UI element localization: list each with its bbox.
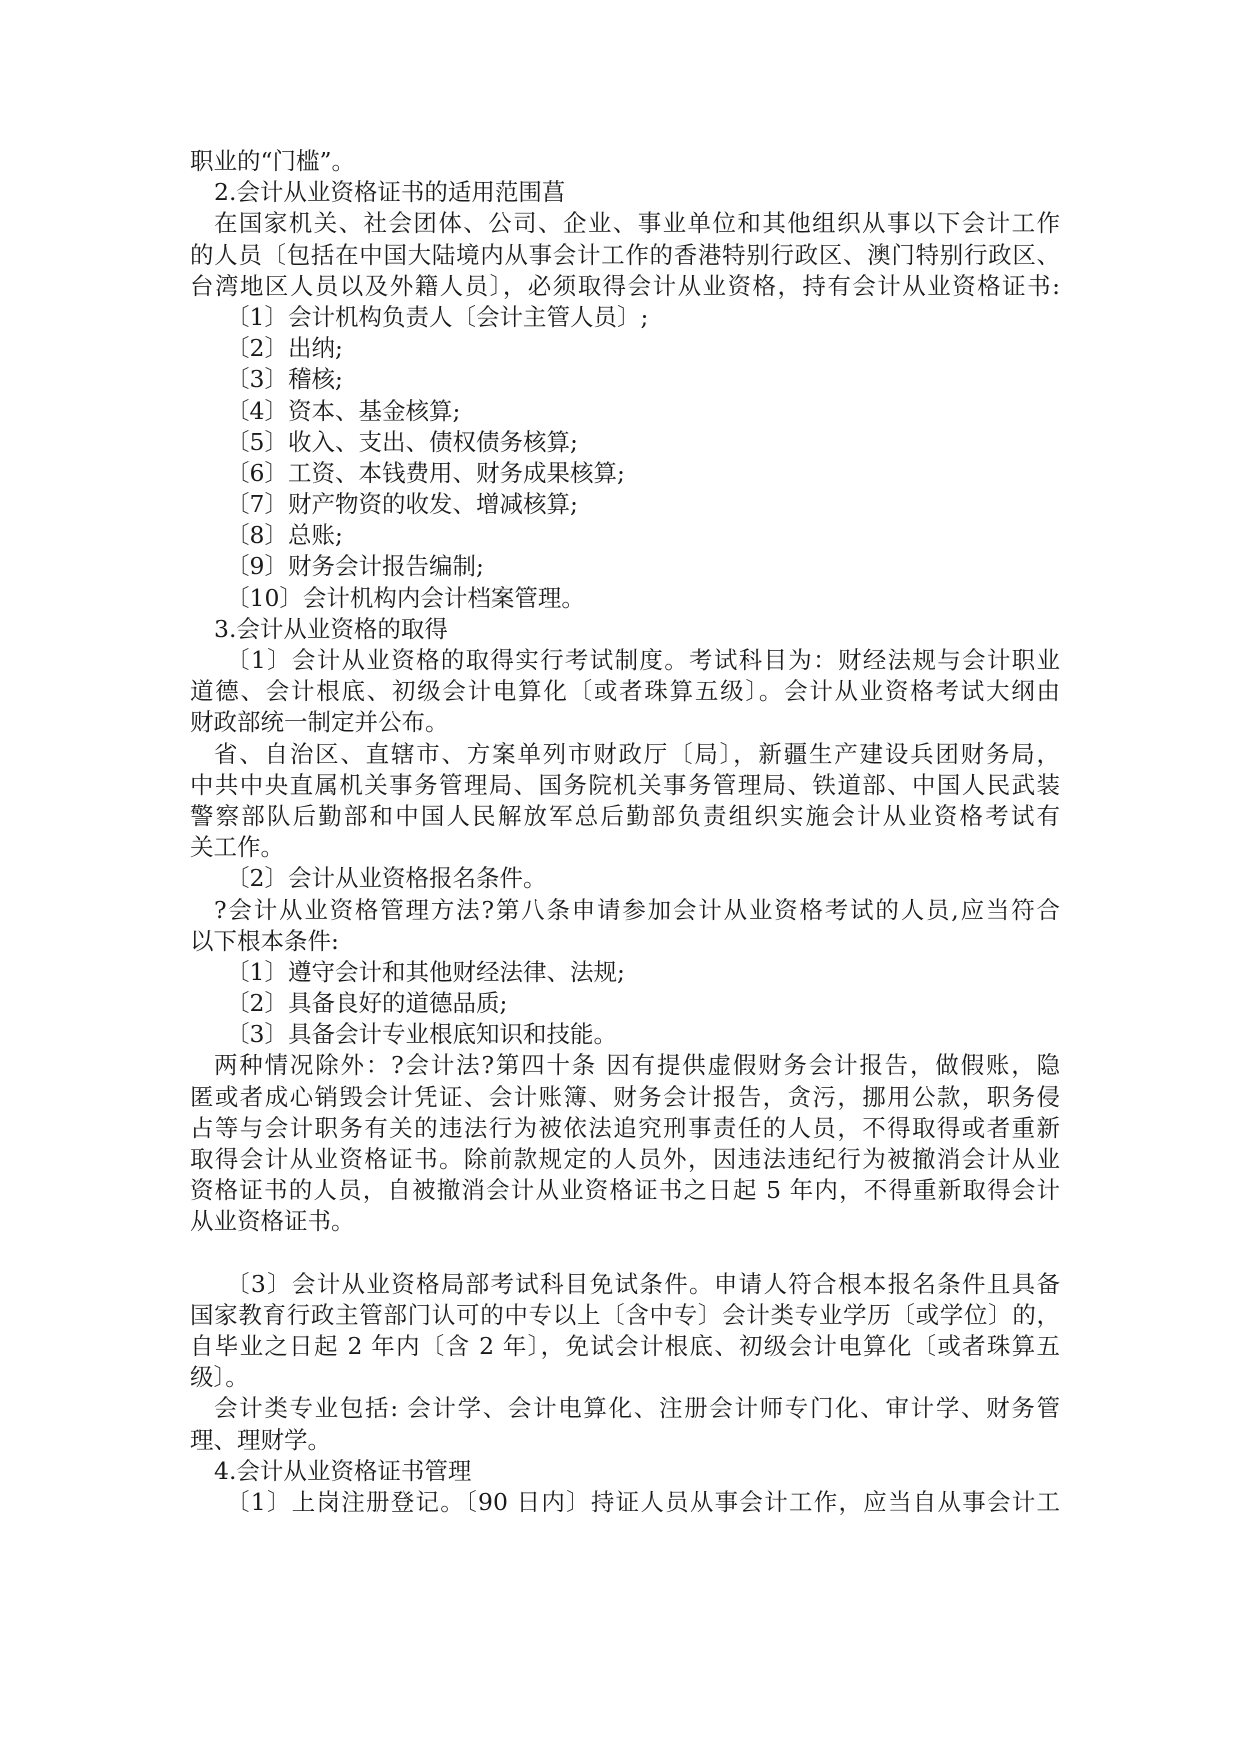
text-line: 的人员〔包括在中国大陆境内从事会计工作的香港特别行政区、澳门特别行政区、 <box>190 240 1060 269</box>
text-line: 以下根本条件: <box>190 926 339 955</box>
text-line: 〔9〕财务会计报告编制; <box>226 552 484 581</box>
text-line: 国家教育行政主管部门认可的中专以上〔含中专〕会计类专业学历〔或学位〕的， <box>190 1300 1060 1329</box>
text-line: 〔4〕资本、基金核算; <box>226 396 461 425</box>
text-line: 资格证书的人员，自被撤消会计从业资格证书之日起 5 年内，不得重新取得会计 <box>190 1176 1060 1205</box>
text-line: 〔7〕财产物资的收发、增减核算; <box>226 490 578 519</box>
text-line: 职业的“门槛”。 <box>190 147 356 175</box>
text-line: 〔6〕工资、本钱费用、财务成果核算; <box>226 458 625 487</box>
text-line: 〔2〕具备良好的道德品质; <box>226 989 508 1018</box>
text-line: 2.会计从业资格证书的适用范围菖 <box>214 178 566 207</box>
text-line: 级〕。 <box>190 1363 249 1392</box>
text-line: 中共中央直属机关事务管理局、国务院机关事务管理局、铁道部、中国人民武装 <box>190 770 1060 799</box>
text-line: 理、理财学。 <box>190 1425 331 1454</box>
text-line: 从业资格证书。 <box>190 1207 355 1236</box>
text-line: 〔1〕上岗注册登记。〔90 日内〕持证人员从事会计工作，应当自从事会计工 <box>226 1487 1060 1516</box>
text-line: 匿或者成心销毁会计凭证、会计账簿、财务会计报告，贪污，挪用公款，职务侵 <box>190 1082 1060 1111</box>
text-line: 〔1〕会计机构负责人〔会计主管人员〕; <box>226 302 649 331</box>
text-line: 两种情况除外：?会计法?第四十条 因有提供虚假财务会计报告，做假账，隐 <box>214 1051 1060 1080</box>
text-line: 〔3〕会计从业资格局部考试科目免试条件。申请人符合根本报名条件且具备 <box>226 1269 1060 1298</box>
text-line: 关工作。 <box>190 833 284 862</box>
text-line: 警察部队后勤部和中国人民解放军总后勤部负责组织实施会计从业资格考试有 <box>190 801 1060 830</box>
text-line: ?会计从业资格管理方法?第八条申请参加会计从业资格考试的人员,应当符合 <box>214 895 1060 924</box>
text-line: 〔10〕会计机构内会计档案管理。 <box>226 583 585 612</box>
text-line: 道德、会计根底、初级会计电算化〔或者珠算五级〕。会计从业资格考试大纲由 <box>190 677 1060 706</box>
document-page <box>190 146 1060 1518</box>
text-line: 财政部统一制定并公布。 <box>190 708 449 737</box>
text-line: 〔3〕具备会计专业根底知识和技能。 <box>226 1020 617 1049</box>
text-line: 〔5〕收入、支出、债权债务核算; <box>226 427 578 456</box>
text-line: 自毕业之日起 2 年内〔含 2 年〕，免试会计根底、初级会计电算化〔或者珠算五 <box>190 1331 1060 1360</box>
text-line: 〔1〕遵守会计和其他财经法律、法规; <box>226 957 625 986</box>
text-line: 会计类专业包括: 会计学、会计电算化、注册会计师专门化、审计学、财务管 <box>214 1394 1060 1423</box>
text-line: 〔2〕出纳; <box>226 334 343 363</box>
blank-line <box>190 1238 1060 1269</box>
text-line: 〔3〕稽核; <box>226 365 343 394</box>
text-line: 台湾地区人员以及外籍人员〕，必须取得会计从业资格，持有会计从业资格证书: <box>190 271 1060 300</box>
text-line: 〔8〕总账; <box>226 521 343 550</box>
text-line: 取得会计从业资格证书。除前款规定的人员外，因违法违纪行为被撤消会计从业 <box>190 1145 1060 1173</box>
text-line: 占等与会计职务有关的违法行为被依法追究刑事责任的人员，不得取得或者重新 <box>190 1113 1060 1142</box>
text-line: 3.会计从业资格的取得 <box>214 614 448 643</box>
text-line: 4.会计从业资格证书管理 <box>214 1456 472 1485</box>
text-line: 〔2〕会计从业资格报名条件。 <box>226 864 547 893</box>
text-line: 省、自治区、直辖市、方案单列市财政厅〔局〕，新疆生产建设兵团财务局， <box>214 739 1060 768</box>
text-line: 〔1〕会计从业资格的取得实行考试制度。考试科目为：财经法规与会计职业 <box>226 646 1060 674</box>
text-line: 在国家机关、社会团体、公司、企业、事业单位和其他组织从事以下会计工作 <box>214 209 1060 238</box>
